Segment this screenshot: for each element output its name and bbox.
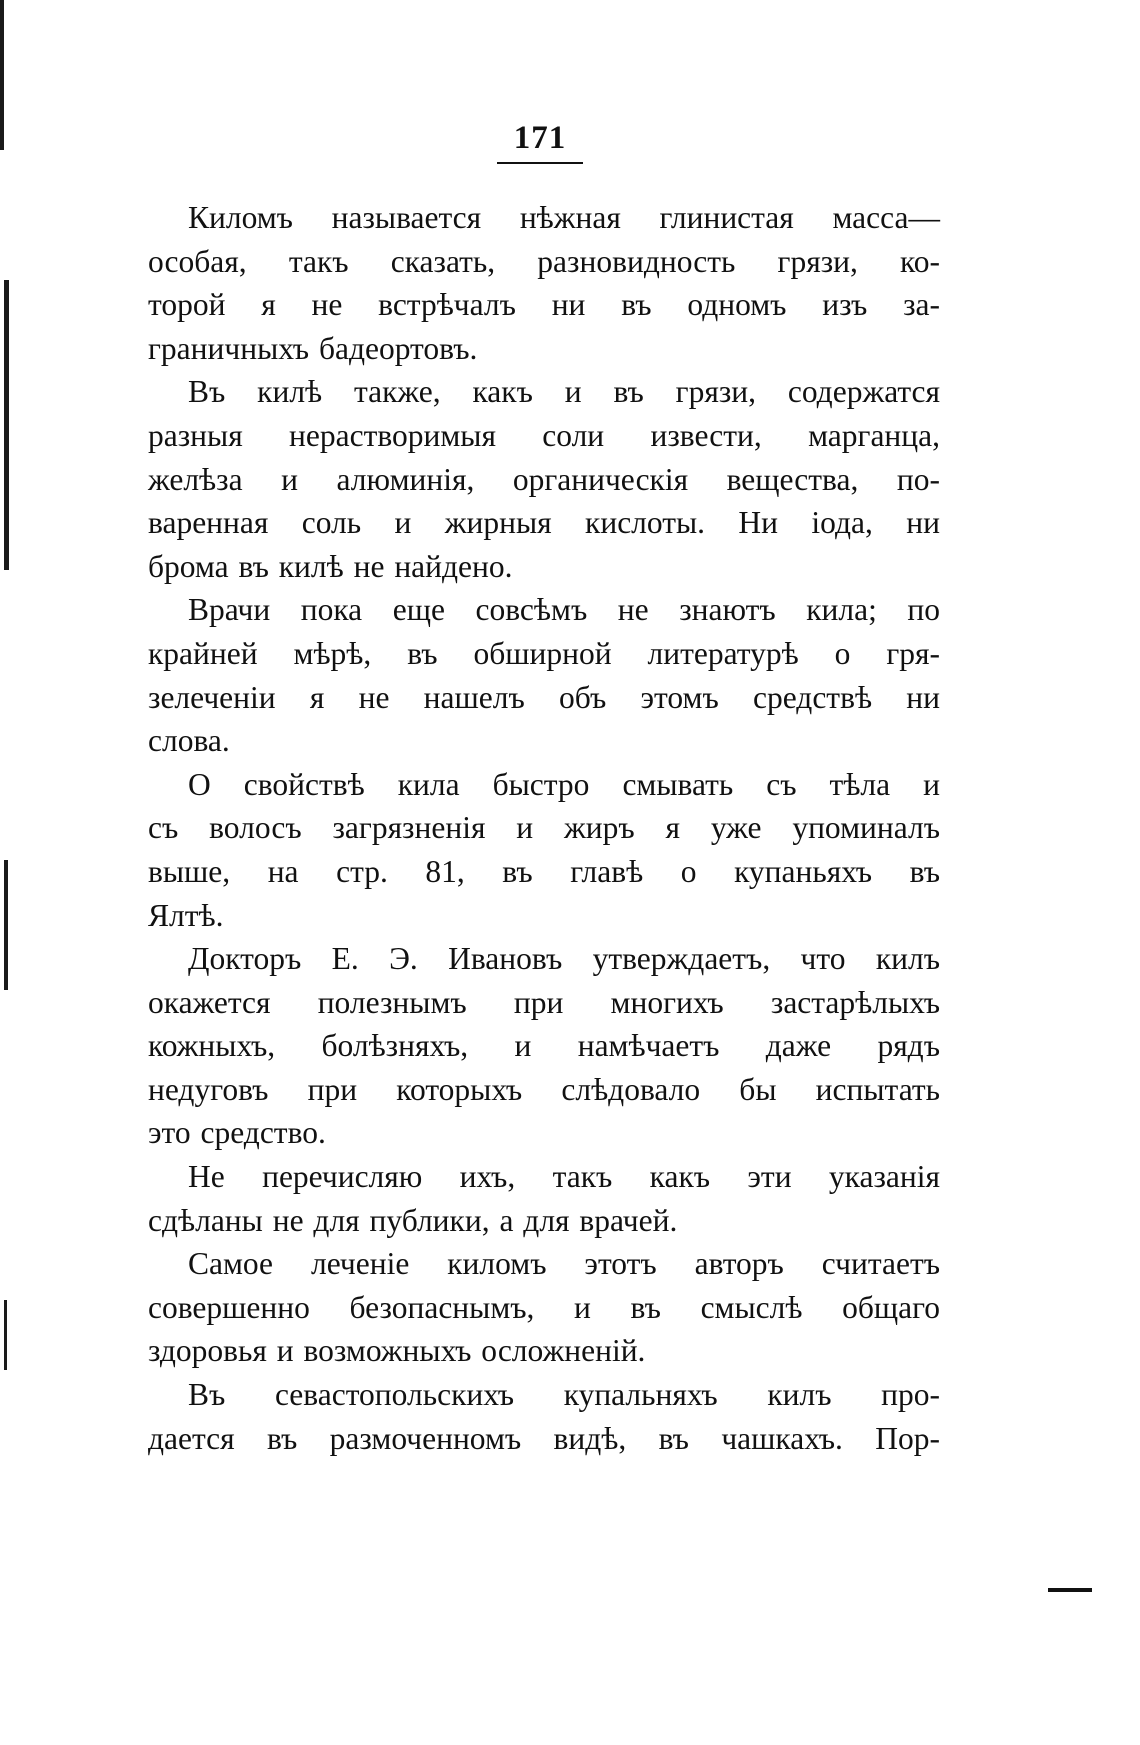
paragraph <box>148 588 940 762</box>
page-number: 171 <box>513 120 567 156</box>
paragraph <box>148 1155 940 1242</box>
text-line: крайней мѣрѣ, въ обширной литературѣ о гря- <box>148 635 940 671</box>
binding-edge-mark <box>4 1300 7 1370</box>
text-line: сдѣланы не для публики, а для врачей. <box>148 1202 678 1238</box>
text-line: зелеченіи я не нашелъ объ этомъ средствѣ ни <box>148 679 940 715</box>
text-line: здоровья и возможныхъ осложненій. <box>148 1333 646 1369</box>
text-line: выше, на стр. 81, въ главѣ о купаньяхъ въ <box>148 853 940 889</box>
text-line: особая, такъ сказать, разновидность грязи, ко- <box>148 243 940 279</box>
text-line: недуговъ при которыхъ слѣдовало бы испытать <box>148 1071 940 1107</box>
paragraph <box>148 1242 940 1373</box>
text-line: кожныхъ, болѣзняхъ, и намѣчаетъ даже рядъ <box>148 1028 940 1064</box>
paragraph <box>148 370 940 588</box>
text-line: Врачи пока еще совсѣмъ не знаютъ кила; по <box>188 592 940 628</box>
paragraph <box>148 937 940 1155</box>
page-number-underline <box>497 162 583 164</box>
margin-dash-mark <box>1048 1588 1092 1592</box>
binding-edge-mark <box>4 860 8 990</box>
text-line: это средство. <box>148 1115 326 1151</box>
text-line: брома въ килѣ не найдено. <box>148 548 513 584</box>
text-line: варенная соль и жирныя кислоты. Ни іода, ни <box>148 505 940 541</box>
text-line: Въ килѣ также, какъ и въ грязи, содержатся <box>188 374 940 410</box>
text-line: О свойствѣ кила быстро смывать съ тѣла и <box>188 766 940 802</box>
body-text <box>148 196 940 1460</box>
text-line: желѣза и алюминія, органическія вещества, по- <box>148 461 940 497</box>
binding-edge-mark <box>4 280 9 570</box>
text-line: разныя нерастворимыя соли извести, марганца, <box>148 417 940 453</box>
text-line: Докторъ Е. Э. Ивановъ утверждаетъ, что килъ <box>188 941 940 977</box>
text-line: слова. <box>148 723 230 759</box>
text-line: Киломъ называется нѣжная глинистая масса— <box>188 200 940 235</box>
text-line: дается въ размоченномъ видѣ, въ чашкахъ. Пор- <box>148 1420 940 1456</box>
text-line: совершенно безопаснымъ, и въ смыслѣ общаго <box>148 1289 940 1325</box>
paragraph <box>148 763 940 937</box>
text-line: Самое леченіе киломъ этотъ авторъ считаетъ <box>188 1246 940 1282</box>
text-line: торой я не встрѣчалъ ни въ одномъ изъ за- <box>148 287 940 323</box>
paragraph <box>148 196 940 370</box>
paragraph <box>148 1373 940 1460</box>
text-line: Не перечисляю ихъ, такъ какъ эти указанія <box>188 1159 940 1195</box>
text-line: Въ севастопольскихъ купальняхъ килъ про- <box>188 1377 940 1413</box>
text-line: Ялтѣ. <box>148 897 224 933</box>
text-line: съ волосъ загрязненія и жиръ я уже упоминалъ <box>148 810 940 846</box>
text-line: окажется полезнымъ при многихъ застарѣлыхъ <box>148 984 940 1020</box>
binding-edge-mark <box>0 0 4 150</box>
text-line: граничныхъ бадеортовъ. <box>148 330 478 366</box>
